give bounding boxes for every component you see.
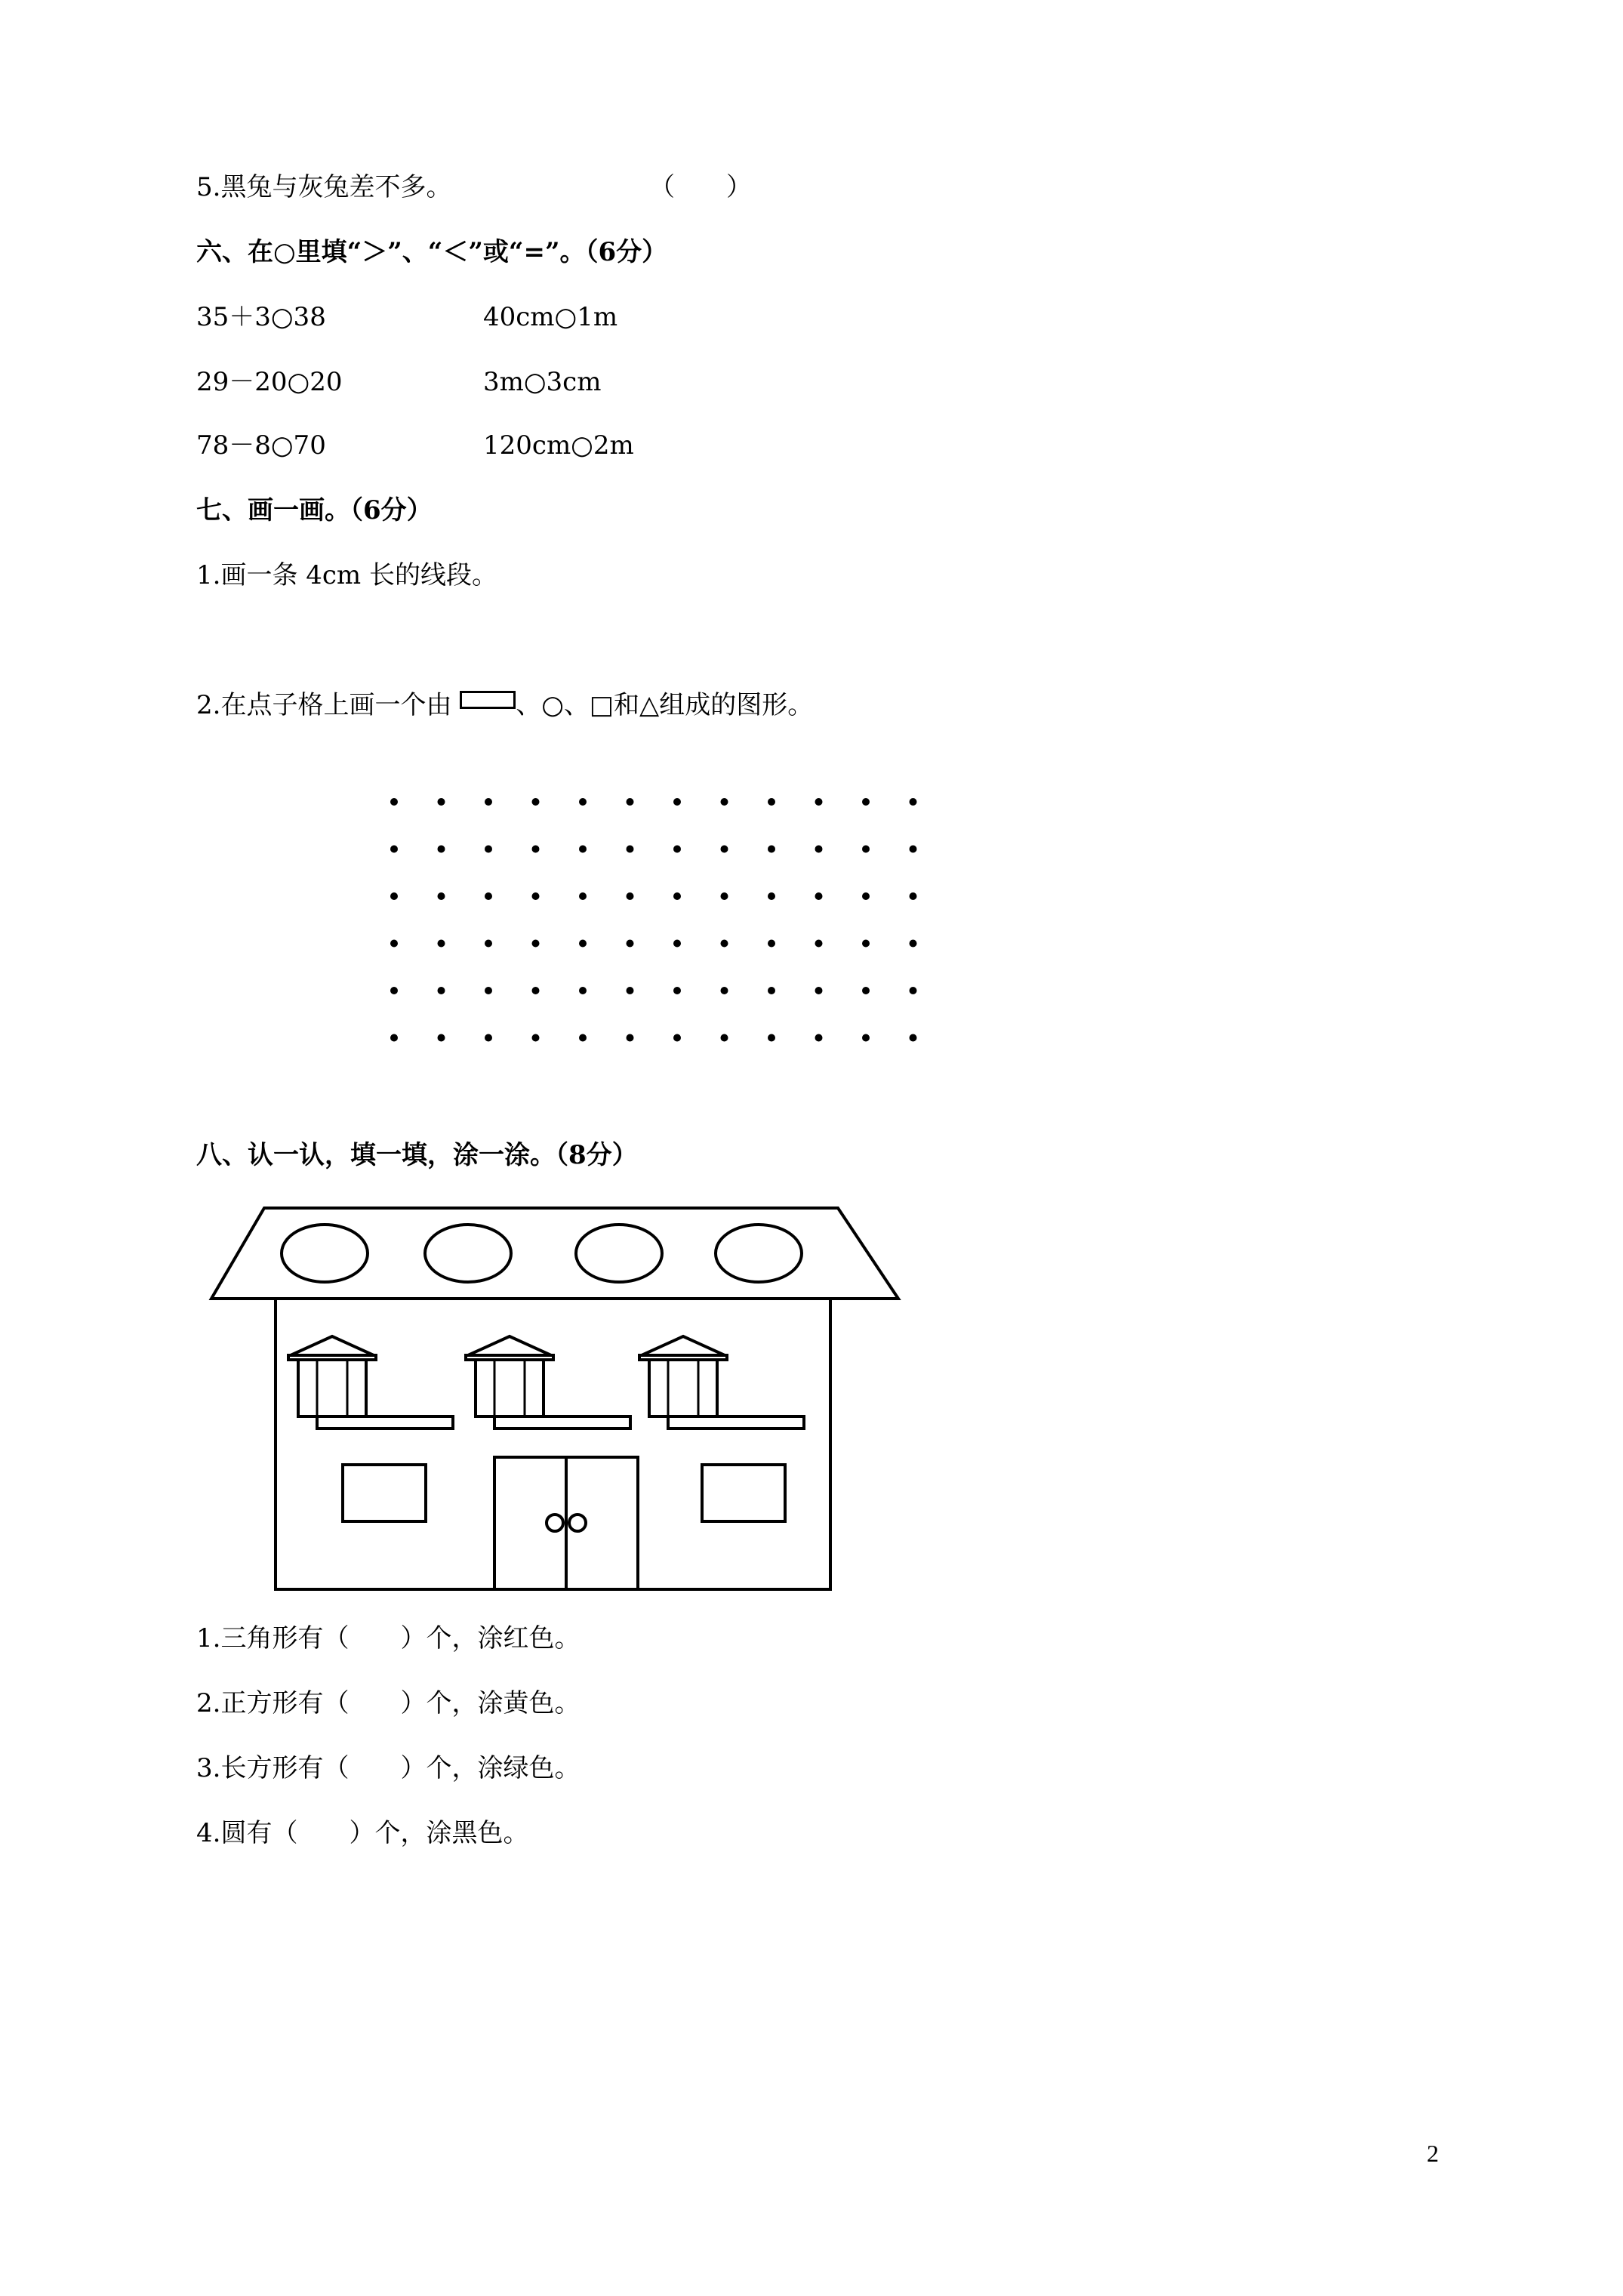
grid-dot[interactable] (815, 987, 823, 994)
window-triangle (468, 1336, 551, 1355)
grid-dot[interactable] (390, 892, 398, 900)
window-rectangle (298, 1360, 366, 1416)
section-8-question-3: 3.长方形有（ ）个，涂绿色。 (196, 1753, 581, 1783)
window-sill (317, 1416, 453, 1428)
grid-dot[interactable] (721, 892, 728, 900)
grid-dot[interactable] (910, 940, 917, 948)
grid-dot[interactable] (579, 1034, 587, 1042)
section-7-item-1: 1.画一条 4cm 长的线段。 (196, 560, 497, 590)
question-5-text: 5.黑兔与灰兔差不多。 (196, 172, 452, 202)
grid-dot[interactable] (532, 892, 540, 900)
grid-dot[interactable] (721, 846, 728, 853)
grid-dot[interactable] (627, 1034, 634, 1042)
window-pane (494, 1360, 525, 1416)
grid-dot[interactable] (438, 846, 445, 853)
grid-dot[interactable] (438, 798, 445, 806)
grid-dot[interactable] (768, 846, 775, 853)
grid-dot[interactable] (862, 940, 870, 948)
house-picture (204, 1200, 906, 1593)
grid-dot[interactable] (438, 1034, 445, 1042)
rectangle-shape-icon (460, 691, 516, 709)
grid-dot[interactable] (438, 892, 445, 900)
grid-dot[interactable] (438, 987, 445, 994)
grid-dot[interactable] (721, 987, 728, 994)
grid-dot[interactable] (721, 1034, 728, 1042)
grid-dot[interactable] (815, 892, 823, 900)
grid-dot[interactable] (768, 987, 775, 994)
section-7-item-2 (196, 689, 813, 722)
grid-dot[interactable] (862, 892, 870, 900)
grid-dot[interactable] (485, 846, 492, 853)
lower-square-window (343, 1465, 426, 1521)
grid-dot[interactable] (862, 846, 870, 853)
grid-dot[interactable] (768, 1034, 775, 1042)
grid-dot[interactable] (579, 846, 587, 853)
grid-dot[interactable] (768, 798, 775, 806)
grid-dot[interactable] (673, 1034, 681, 1042)
grid-dot[interactable] (579, 892, 587, 900)
window-group (288, 1336, 453, 1428)
grid-dot[interactable] (579, 987, 587, 994)
grid-dot[interactable] (485, 892, 492, 900)
grid-dot[interactable] (862, 987, 870, 994)
grid-dot[interactable] (910, 892, 917, 900)
door-knob-circle (547, 1515, 563, 1531)
grid-dot[interactable] (721, 798, 728, 806)
grid-dot[interactable] (815, 798, 823, 806)
question-5-answer-paren: （ ） (649, 172, 752, 202)
grid-dot[interactable] (768, 940, 775, 948)
window-sill (494, 1416, 630, 1428)
section-8-question-4: 4.圆有（ ）个，涂黑色。 (196, 1818, 529, 1848)
grid-dot[interactable] (673, 987, 681, 994)
grid-dot[interactable] (532, 1034, 540, 1042)
grid-dot[interactable] (721, 940, 728, 948)
grid-dot[interactable] (627, 892, 634, 900)
grid-dot[interactable] (673, 798, 681, 806)
window-rectangle (649, 1360, 717, 1416)
roof-circle (425, 1225, 511, 1282)
grid-dot[interactable] (579, 940, 587, 948)
grid-dot[interactable] (673, 940, 681, 948)
grid-dot[interactable] (627, 846, 634, 853)
grid-dot[interactable] (862, 1034, 870, 1042)
compare-row-1-right: 40cm○1m (483, 302, 618, 332)
grid-dot[interactable] (910, 846, 917, 853)
grid-dot[interactable] (627, 940, 634, 948)
grid-dot[interactable] (815, 940, 823, 948)
section-7-heading: 七、画一画。（6分） (196, 495, 433, 525)
door-knob-circle (569, 1515, 586, 1531)
grid-dot[interactable] (673, 892, 681, 900)
grid-dot[interactable] (673, 846, 681, 853)
house-wall-rectangle (276, 1299, 830, 1589)
grid-dot[interactable] (438, 940, 445, 948)
grid-dot[interactable] (627, 798, 634, 806)
page-number: 2 (1427, 2140, 1439, 2167)
window-rectangle (476, 1360, 544, 1416)
lower-square-window (702, 1465, 785, 1521)
grid-dot[interactable] (390, 798, 398, 806)
section-7-item-2-suffix: 、○、□和△组成的图形。 (516, 690, 814, 720)
grid-dot[interactable] (532, 987, 540, 994)
grid-dot[interactable] (532, 798, 540, 806)
grid-dot[interactable] (815, 1034, 823, 1042)
window-triangle (642, 1336, 725, 1355)
grid-dot[interactable] (862, 798, 870, 806)
window-pane (668, 1360, 698, 1416)
grid-dot[interactable] (485, 987, 492, 994)
grid-dot[interactable] (390, 940, 398, 948)
grid-dot[interactable] (627, 987, 634, 994)
grid-dot[interactable] (485, 1034, 492, 1042)
window-pane (317, 1360, 347, 1416)
grid-dot[interactable] (910, 987, 917, 994)
grid-dot[interactable] (485, 798, 492, 806)
grid-dot[interactable] (390, 987, 398, 994)
grid-dot[interactable] (579, 798, 587, 806)
window-group (466, 1336, 630, 1428)
window-triangle (291, 1336, 374, 1355)
section-6-heading: 六、在○里填“＞”、“＜”或“=”。（6分） (196, 237, 668, 267)
grid-dot[interactable] (390, 1034, 398, 1042)
grid-dot[interactable] (532, 846, 540, 853)
roof-circle (716, 1225, 802, 1282)
grid-dot[interactable] (815, 846, 823, 853)
roof-circle (282, 1225, 368, 1282)
window-sill (668, 1416, 804, 1428)
grid-dot[interactable] (910, 1034, 917, 1042)
grid-dot[interactable] (485, 940, 492, 948)
compare-row-2-left: 29－20○20 (196, 367, 343, 397)
compare-row-2-right: 3m○3cm (483, 367, 602, 397)
grid-dot[interactable] (532, 940, 540, 948)
dot-grid[interactable] (377, 785, 951, 1065)
section-7-item-2-prefix: 2.在点子格上画一个由 (196, 690, 460, 720)
compare-row-3-right: 120cm○2m (483, 430, 634, 461)
grid-dot[interactable] (768, 892, 775, 900)
roof-trapezoid (211, 1208, 898, 1299)
section-8-question-1: 1.三角形有（ ）个，涂红色。 (196, 1623, 581, 1653)
compare-row-1-left: 35＋3○38 (196, 302, 326, 332)
grid-dot[interactable] (910, 798, 917, 806)
compare-row-3-left: 78－8○70 (196, 430, 326, 461)
roof-circle (576, 1225, 662, 1282)
grid-dot[interactable] (390, 846, 398, 853)
section-8-question-2: 2.正方形有（ ）个，涂黄色。 (196, 1688, 581, 1718)
section-8-heading: 八、认一认，填一填，涂一涂。（8分） (196, 1140, 638, 1170)
window-group (639, 1336, 804, 1428)
